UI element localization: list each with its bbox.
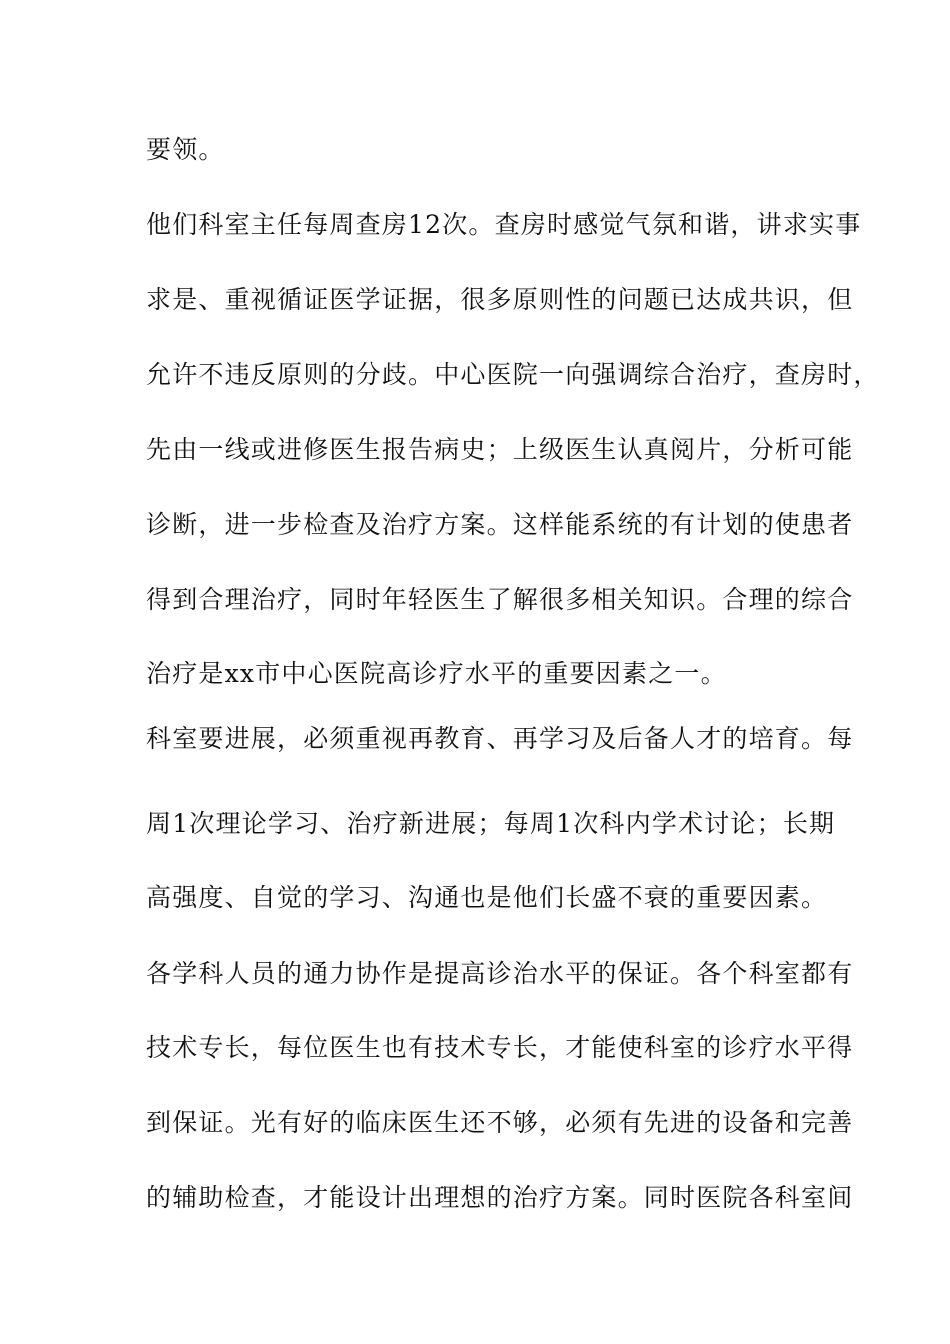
text-line-10: 周1次理论学习、治疗新进展；每周1次科内学术讨论；长期 bbox=[146, 809, 836, 838]
text-line-8: 治疗是xx市中心医院高诊疗水平的重要因素之一。 bbox=[146, 659, 727, 688]
text-line-14: 到保证。光有好的临床医生还不够，必须有先进的设备和完善 bbox=[146, 1108, 854, 1137]
text-line-15: 的辅助检查，才能设计出理想的治疗方案。同时医院各科室间 bbox=[146, 1183, 854, 1212]
text-line-3: 求是、重视循证医学证据，很多原则性的问题已达成共识，但 bbox=[146, 285, 854, 314]
text-line-6: 诊断，进一步检查及治疗方案。这样能系统的有计划的使患者 bbox=[146, 510, 854, 539]
text-line-2: 他们科室主任每周查房12次。查房时感觉气氛和谐，讲求实事 bbox=[146, 210, 862, 239]
text-line-4: 允许不违反原则的分歧。中心医院一向强调综合治疗，查房时， bbox=[146, 360, 880, 389]
text-line-11: 高强度、自觉的学习、沟通也是他们长盛不衰的重要因素。 bbox=[146, 883, 828, 912]
text-line-7: 得到合理治疗，同时年轻医生了解很多相关知识。合理的综合 bbox=[146, 585, 854, 614]
text-line-5: 先由一线或进修医生报告病史；上级医生认真阅片，分析可能 bbox=[146, 435, 854, 464]
text-line-9: 科室要进展，必须重视再教育、再学习及后备人才的培育。每 bbox=[146, 724, 854, 753]
text-line-12: 各学科人员的通力协作是提高诊治水平的保证。各个科室都有 bbox=[146, 959, 854, 988]
text-line-1: 要领。 bbox=[146, 135, 225, 164]
text-line-13: 技术专长，每位医生也有技术专长，才能使科室的诊疗水平得 bbox=[146, 1033, 854, 1062]
